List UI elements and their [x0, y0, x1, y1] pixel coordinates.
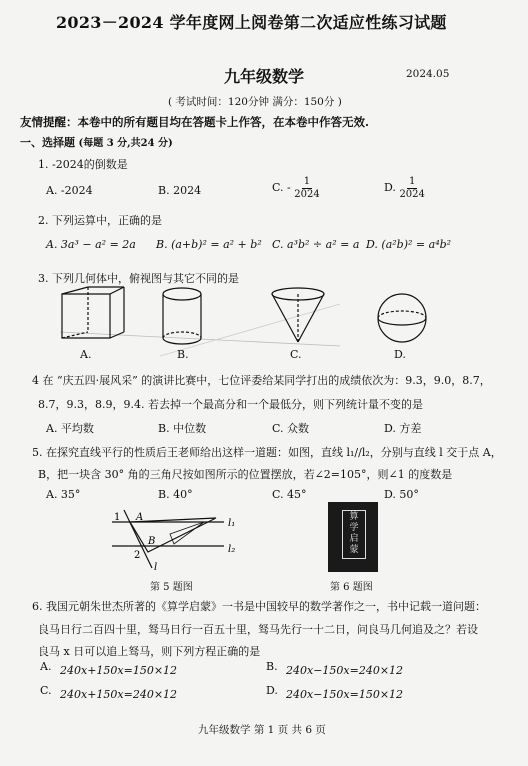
- angle-1-label: 1: [114, 512, 121, 523]
- exam-info: ( 考试时间：120分钟 满分：150分 ): [168, 96, 342, 108]
- point-b-label: B: [148, 536, 156, 547]
- triangular-prism-shape: [62, 287, 124, 338]
- q5-option-c: C. 45°: [272, 488, 307, 501]
- subject-title: 九年级数学: [224, 67, 305, 86]
- q4-option-c: C. 众数: [272, 422, 310, 435]
- q2-option-c: C. a³b² ÷ a² = a: [272, 238, 360, 251]
- q6-stem-line2: 良马日行二百四十里，驽马日行一百五十里，驽马先行一十二日，问良马几何追及之？若设: [38, 623, 478, 636]
- q3-solids-figure: [40, 284, 480, 362]
- q4-stem-line1: 4 在 “庆五四·展风采” 的演讲比赛中，七位评委给某同学打出的成绩依次为：9.3，9.0，8.7，: [32, 374, 491, 387]
- fig6-caption: 第 6 题图: [330, 582, 373, 593]
- fraction-denominator: 2024: [399, 188, 425, 200]
- cylinder-shape: [163, 288, 201, 344]
- q6-option-a: 240x+150x=150×12: [60, 664, 178, 677]
- q2-stem: 2. 下列运算中，正确的是: [38, 214, 162, 227]
- book-cover-image: [328, 502, 378, 572]
- q3-option-c: C.: [290, 348, 302, 361]
- q4-option-d: D. 方差: [384, 422, 422, 435]
- book-char: 启: [349, 534, 359, 544]
- q5-option-a: A. 35°: [46, 488, 81, 501]
- figure-5-diagram: [108, 508, 248, 572]
- q5-option-d: D. 50°: [384, 488, 419, 501]
- fraction-numerator: 1: [303, 176, 311, 187]
- q4-option-b: B. 中位数: [158, 422, 207, 435]
- q2-option-d: D. (a²b)² = a⁴b²: [366, 238, 452, 251]
- q5-stem-line1: 5. 在探究直线平行的性质后王老师给出这样一道题：如图，直线 l₁//l₂，分别与直线 l 交于点 A，: [32, 446, 502, 459]
- point-a-label: A: [136, 512, 144, 523]
- q5-option-b: B. 40°: [158, 488, 193, 501]
- sphere-shape: [378, 294, 426, 342]
- reminder: 友情提醒：本卷中的所有题目均在答题卡上作答，在本卷中作答无效.: [20, 115, 369, 129]
- l2-label: l₂: [228, 544, 236, 555]
- q3-stem: 3. 下列几何体中，俯视图与其它不同的是: [38, 272, 239, 285]
- q1-option-a: A. -2024: [46, 184, 93, 197]
- fig5-caption: 第 5 题图: [150, 582, 193, 593]
- l1-label: l₁: [228, 518, 236, 529]
- q1-option-c: [272, 176, 320, 200]
- section-heading: [20, 134, 173, 150]
- q3-option-b: B.: [177, 348, 189, 361]
- q6-stem-line1: 6. 我国元朝朱世杰所著的《算学启蒙》一书是中国较早的数学著作之一，书中记载一道问题：: [32, 600, 486, 613]
- q1-option-d-prefix: D.: [384, 181, 396, 194]
- q2-option-b: B. (a+b)² = a² + b²: [156, 238, 262, 251]
- q6-option-c-label: C.: [40, 684, 52, 697]
- book-title-box: [342, 510, 366, 559]
- q5-stem-line2: B，把一块含 30° 角的三角尺按如图所示的位置摆放，若∠2=105°，则∠1 的度数是: [38, 468, 453, 481]
- q1-option-c-fraction: [294, 176, 319, 200]
- fraction-denominator: 2024: [294, 188, 320, 200]
- section-title: 一、选择题: [20, 136, 75, 149]
- book-char: 算: [349, 512, 359, 522]
- q1-stem: 1. -2024的倒数是: [38, 158, 128, 171]
- cone-shape: [272, 288, 324, 342]
- line-l-label: l: [154, 562, 158, 572]
- q4-stem-line2: 8.7，9.3，8.9，9.4. 若去掉一个最高分和一个最低分，则下列统计量不变的是: [38, 398, 423, 411]
- q6-option-a-label: A.: [40, 660, 52, 673]
- q1-option-d: [384, 176, 425, 200]
- q6-stem-line3: 良马 x 日可以追上驽马，则下列方程正确的是: [38, 645, 261, 658]
- q6-option-b: 240x−150x=240×12: [286, 664, 404, 677]
- q6-option-d: 240x−150x=150×12: [286, 688, 404, 701]
- exam-title: 2023－2024 学年度网上阅卷第二次适应性练习试题: [56, 13, 447, 32]
- section-note: (每题 3 分,共24 分): [78, 138, 173, 149]
- q6-option-b-label: B.: [266, 660, 278, 673]
- fraction-numerator: 1: [408, 176, 416, 187]
- q3-option-d: D.: [394, 348, 406, 361]
- book-char: 蒙: [349, 545, 359, 555]
- q2-option-a: A. 3a³ − a² = 2a: [46, 238, 136, 251]
- q1-option-d-fraction: [399, 176, 424, 200]
- book-char: 学: [349, 523, 359, 533]
- q3-option-a: A.: [80, 348, 92, 361]
- q6-option-d-label: D.: [266, 684, 278, 697]
- q1-option-c-prefix: C. -: [272, 181, 291, 194]
- angle-2-label: 2: [134, 550, 141, 561]
- q4-option-a: A. 平均数: [46, 422, 94, 435]
- q1-option-b: B. 2024: [158, 184, 202, 197]
- q6-option-c: 240x+150x=240×12: [60, 688, 178, 701]
- page-footer: 九年级数学 第 1 页 共 6 页: [198, 724, 326, 736]
- exam-date: 2024.05: [406, 68, 450, 80]
